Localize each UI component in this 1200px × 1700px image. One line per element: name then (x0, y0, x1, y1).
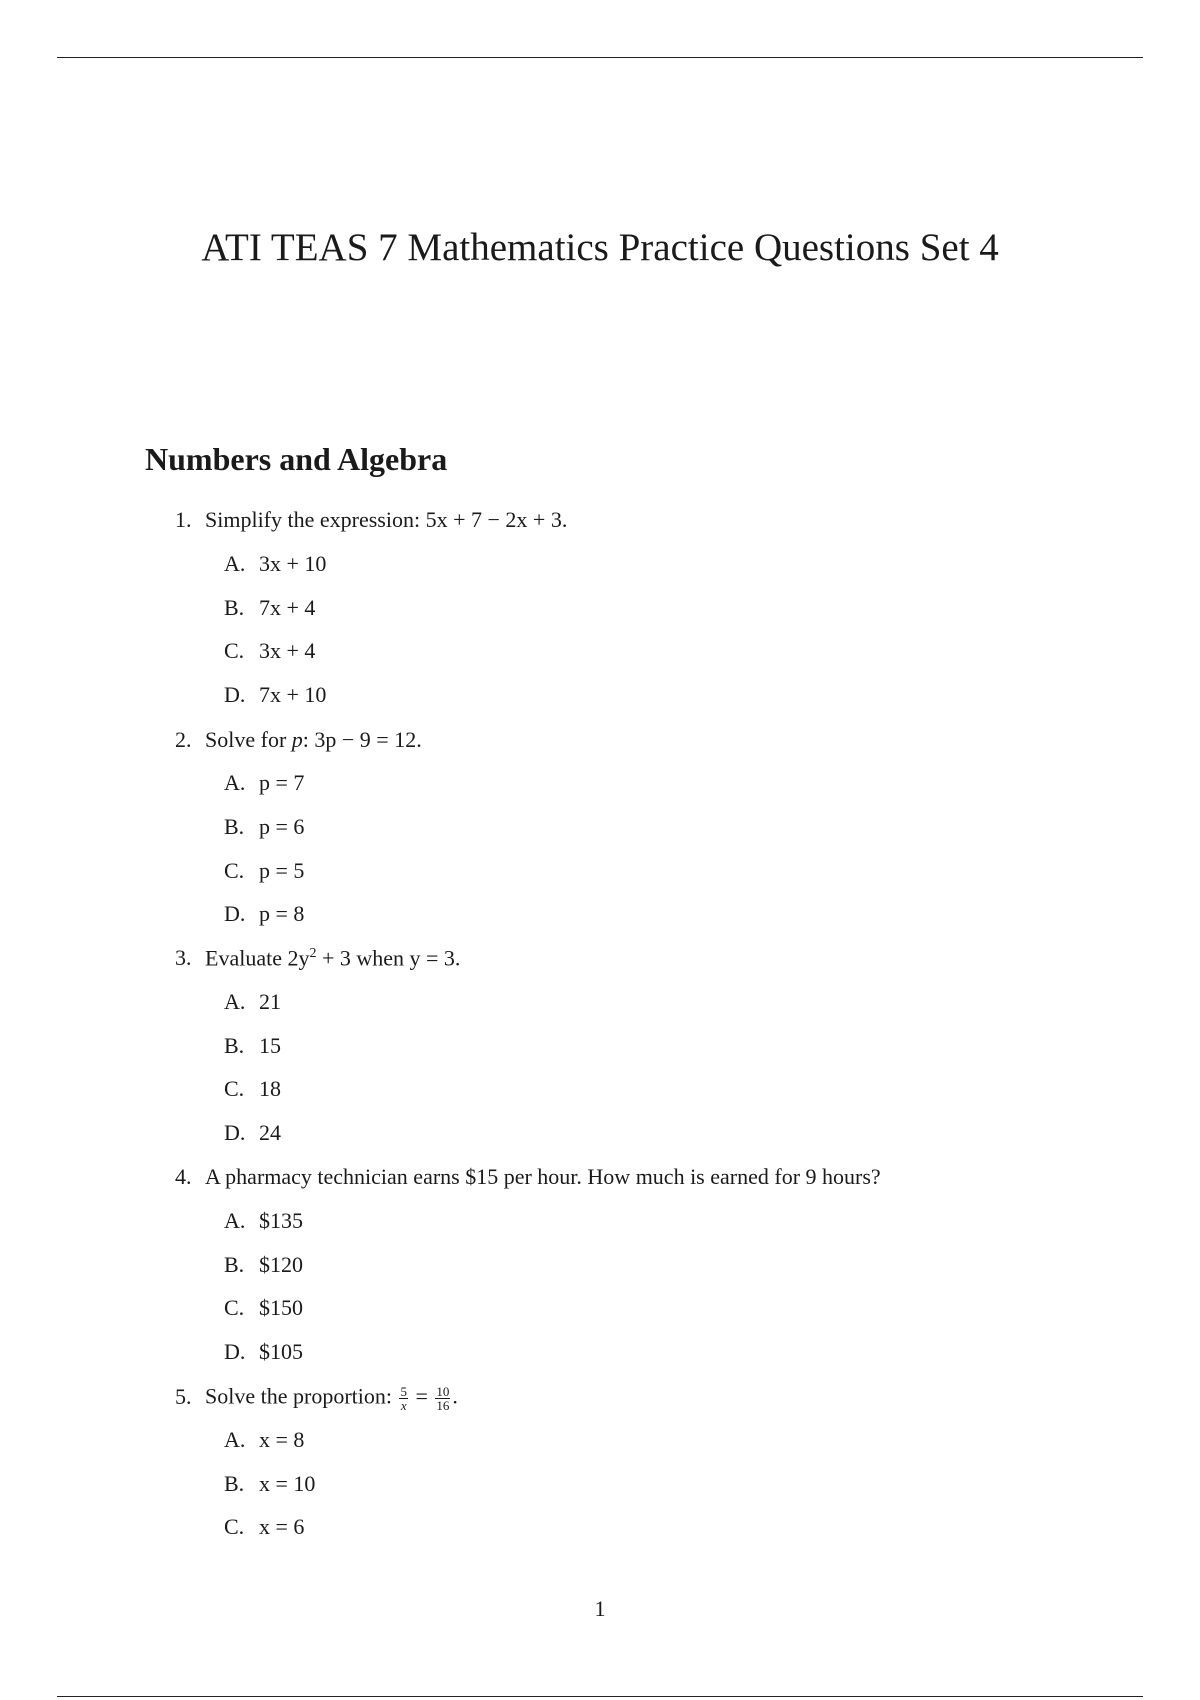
option-text: 3x + 10 (259, 551, 327, 576)
option-letter: B. (224, 595, 245, 620)
option-4c[interactable] (224, 1297, 303, 1319)
option-letter: A. (224, 1427, 246, 1452)
question-expression: 5x + 7 − 2x + 3. (425, 507, 568, 532)
option-text: $150 (259, 1295, 303, 1320)
bottom-rule (57, 1696, 1143, 1697)
option-text: 7x + 4 (259, 595, 316, 620)
fraction-denominator: x (400, 1398, 407, 1413)
question-text: A pharmacy technician earns $15 per hour. How much is earned for 9 hours? (205, 1164, 881, 1189)
question-number: 2. (175, 727, 192, 752)
option-2c[interactable] (224, 860, 304, 882)
option-5c[interactable] (224, 1516, 304, 1538)
question-number: 1. (175, 507, 192, 532)
question-end: . (452, 1383, 458, 1409)
option-letter: D. (224, 1339, 246, 1364)
question-1 (175, 509, 567, 531)
question-5 (175, 1385, 458, 1412)
top-rule (57, 57, 1143, 58)
option-3d[interactable] (224, 1122, 281, 1144)
question-prefix: Evaluate (205, 945, 288, 971)
equals-sign: = (409, 1383, 434, 1409)
option-1b[interactable] (224, 597, 315, 619)
option-letter: A. (224, 1208, 246, 1233)
option-letter: B. (224, 1033, 245, 1058)
option-letter: C. (224, 1076, 245, 1101)
option-text: x = 8 (259, 1427, 305, 1452)
option-letter: A. (224, 551, 246, 576)
option-text: 21 (259, 989, 281, 1014)
question-expression: : 3p − 9 = 12. (302, 727, 422, 752)
document-title: ATI TEAS 7 Mathematics Practice Questions Set 4 (201, 226, 999, 269)
question-suffix: + 3 when y = 3. (316, 945, 461, 971)
option-1a[interactable] (224, 553, 326, 575)
option-3a[interactable] (224, 991, 281, 1013)
exponent: 2 (309, 946, 317, 961)
option-4d[interactable] (224, 1341, 303, 1363)
question-prefix: Simplify the expression: (205, 507, 426, 532)
option-text: p = 8 (259, 901, 305, 926)
option-text: 24 (259, 1120, 281, 1145)
fraction-numerator: 5 (400, 1384, 407, 1399)
option-text: x = 10 (259, 1471, 316, 1496)
option-text: p = 6 (259, 814, 305, 839)
option-4b[interactable] (224, 1254, 303, 1276)
option-text: p = 7 (259, 770, 305, 795)
option-letter: A. (224, 770, 246, 795)
option-text: p = 5 (259, 858, 305, 883)
option-text: 15 (259, 1033, 281, 1058)
option-letter: C. (224, 1514, 245, 1539)
fraction-right (435, 1385, 450, 1412)
option-letter: C. (224, 1295, 245, 1320)
option-4a[interactable] (224, 1210, 303, 1232)
option-text: $105 (259, 1339, 303, 1364)
question-3 (175, 947, 460, 969)
option-3b[interactable] (224, 1035, 281, 1057)
option-letter: C. (224, 638, 245, 663)
option-text: $135 (259, 1208, 303, 1233)
question-expression: 2y (287, 945, 310, 971)
section-heading: Numbers and Algebra (145, 441, 448, 477)
option-letter: B. (224, 814, 245, 839)
fraction-denominator: 16 (436, 1398, 450, 1413)
question-number: 5. (175, 1383, 192, 1409)
fraction-left (399, 1385, 408, 1412)
option-text: $120 (259, 1252, 303, 1277)
option-3c[interactable] (224, 1078, 281, 1100)
option-2a[interactable] (224, 772, 304, 794)
question-2 (175, 729, 422, 751)
option-2b[interactable] (224, 816, 304, 838)
option-letter: D. (224, 1120, 246, 1145)
fraction-numerator: 10 (436, 1384, 450, 1399)
question-prefix: Solve for (205, 727, 292, 752)
question-number: 4. (175, 1164, 192, 1189)
option-letter: B. (224, 1471, 245, 1496)
page-number: 1 (594, 1596, 606, 1621)
option-5b[interactable] (224, 1473, 315, 1495)
option-letter: D. (224, 682, 246, 707)
option-letter: B. (224, 1252, 245, 1277)
option-letter: A. (224, 989, 246, 1014)
option-letter: D. (224, 901, 246, 926)
option-1d[interactable] (224, 684, 326, 706)
option-letter: C. (224, 858, 245, 883)
question-prefix: Solve the proportion: (205, 1383, 398, 1409)
option-text: 3x + 4 (259, 638, 316, 663)
option-5a[interactable] (224, 1429, 304, 1451)
option-1c[interactable] (224, 640, 315, 662)
option-2d[interactable] (224, 903, 304, 925)
question-variable: p (291, 727, 303, 752)
question-4 (175, 1166, 881, 1188)
option-text: x = 6 (259, 1514, 305, 1539)
option-text: 18 (259, 1076, 281, 1101)
option-text: 7x + 10 (259, 682, 327, 707)
question-number: 3. (175, 945, 192, 971)
